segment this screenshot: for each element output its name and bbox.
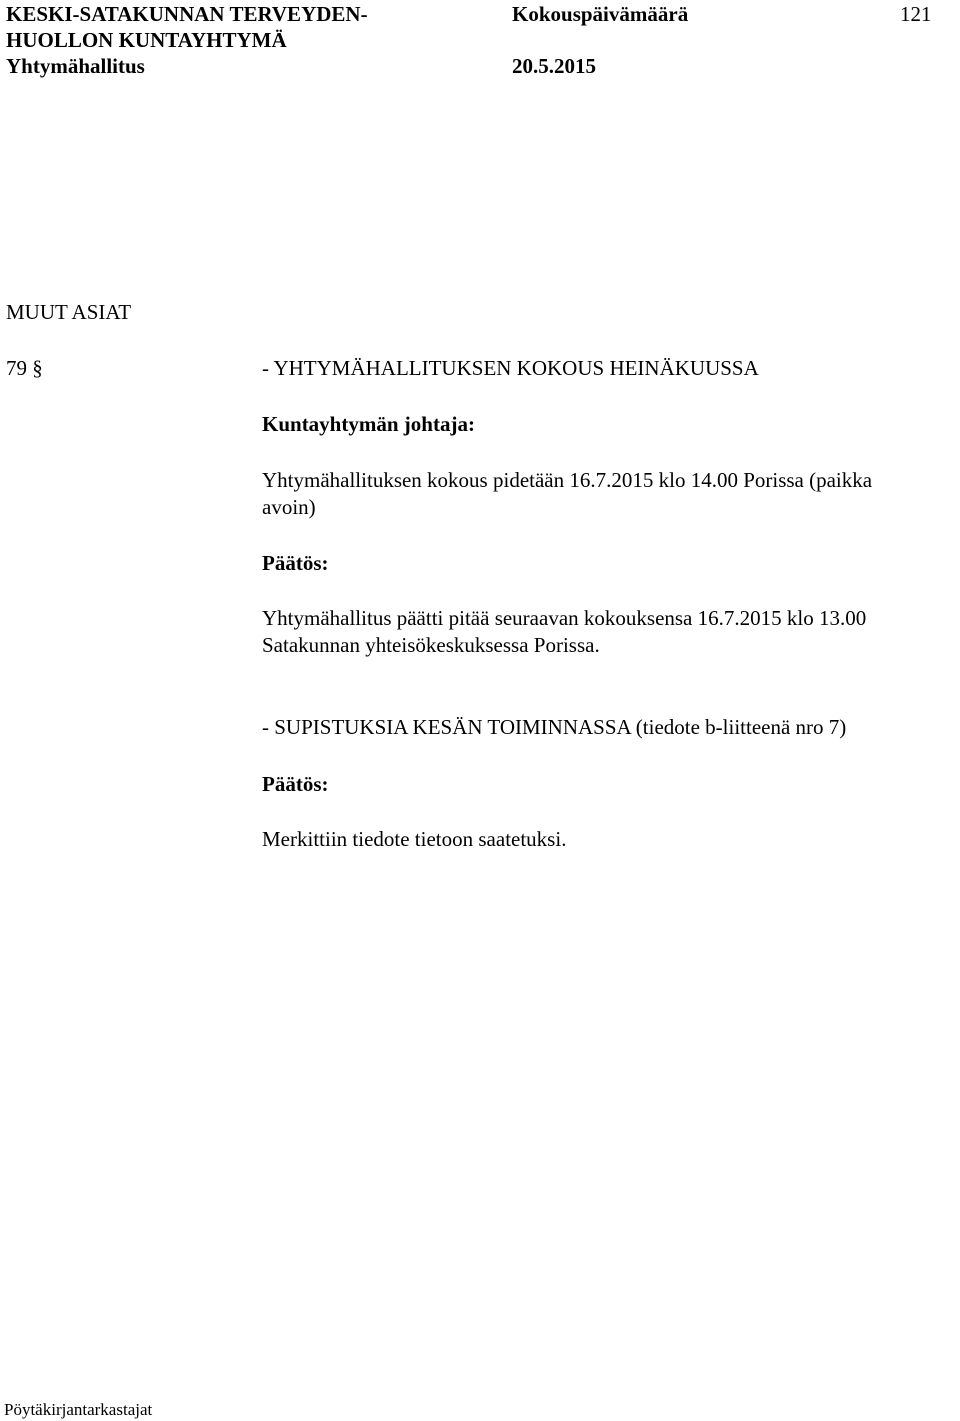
proposal-text-line2: avoin) [262, 495, 316, 519]
subitem-title: - SUPISTUKSIA KESÄN TOIMINNASSA (tiedote b-liitteenä nro 7) [262, 715, 847, 739]
item-number-value: 79 [6, 356, 27, 380]
org-name-line1: KESKI-SATAKUNNAN TERVEYDEN- [6, 2, 368, 26]
proposer-label: Kuntayhtymän johtaja: [262, 412, 475, 436]
org-name-line2: HUOLLON KUNTAYHTYMÄ [6, 28, 287, 52]
footer-label: Pöytäkirjantarkastajat [4, 1400, 153, 1419]
meeting-date: 20.5.2015 [512, 54, 596, 78]
proposal-text-line1: Yhtymähallituksen kokous pidetään 16.7.2015 klo 14.00 Porissa (paikka [262, 468, 873, 492]
decision-text-line2: Satakunnan yhteisökeskuksessa Porissa. [262, 633, 600, 657]
page-number: 121 [900, 2, 932, 26]
section-sign-icon: § [32, 356, 43, 380]
body-name: Yhtymähallitus [6, 54, 145, 78]
decision-text-line1: Yhtymähallitus päätti pitää seuraavan kokouksensa 16.7.2015 klo 13.00 [262, 606, 867, 630]
date-label: Kokouspäivämäärä [512, 2, 689, 26]
subitem-decision-label: Päätös: [262, 772, 329, 796]
subitem-decision-text: Merkittiin tiedote tietoon saatetuksi. [262, 827, 567, 851]
item-number [6, 354, 43, 382]
decision-label: Päätös: [262, 551, 329, 575]
item-title: - YHTYMÄHALLITUKSEN KOKOUS HEINÄKUUSSA [262, 356, 759, 380]
section-title: MUUT ASIAT [6, 300, 132, 324]
